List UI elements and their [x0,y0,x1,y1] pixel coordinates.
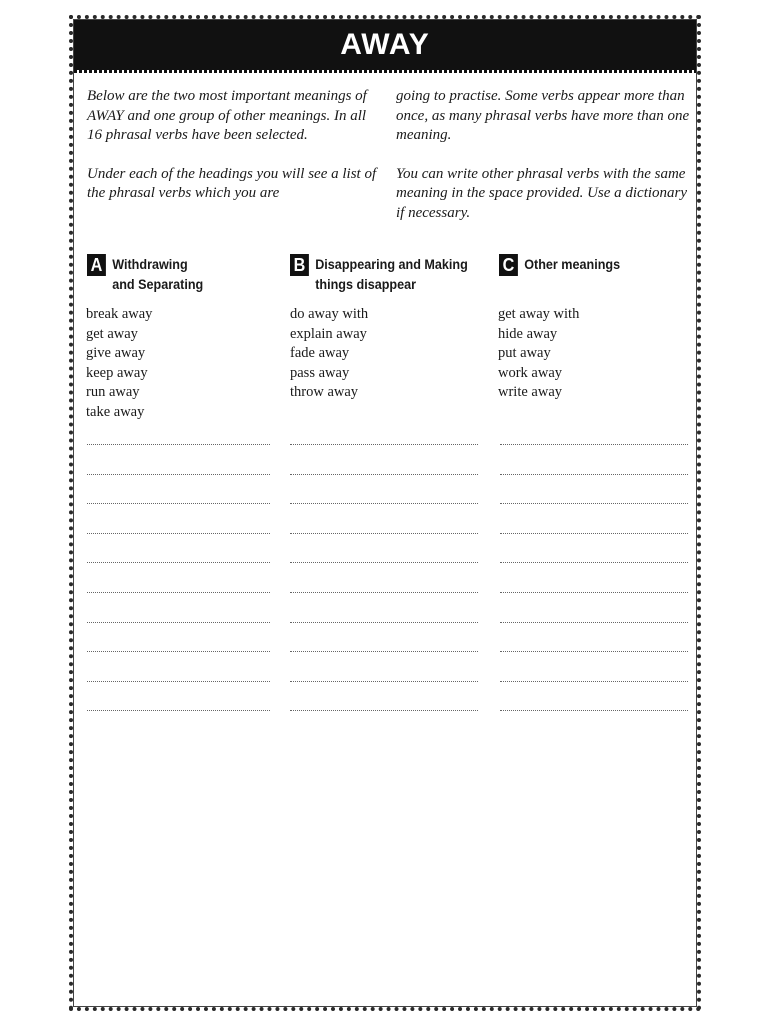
verb-list-c [498,305,579,403]
page-title [74,20,696,70]
intro-paragraph: Below are the two most important meanings of AWAY and one group of other meanings. In all 16 phrasal verbs have been selected. [87,88,367,143]
write-line-c[interactable] [500,710,688,711]
section-letter-b: B [290,254,309,276]
list-item: run away [86,384,140,401]
write-line-b[interactable] [290,474,478,475]
section-heading-a [87,254,258,294]
intro-left-column [87,87,377,223]
list-item: do away with [290,306,369,322]
write-line-c[interactable] [500,622,688,623]
write-line-a[interactable] [87,710,270,711]
write-line-c[interactable] [500,651,688,652]
list-item: throw away [290,384,359,401]
write-line-b[interactable] [290,503,478,504]
list-item: break away [86,306,153,322]
section-letter-c: C [499,254,518,276]
write-line-a[interactable] [87,533,270,534]
list-item: put away [498,345,551,362]
intro-paragraph: Under each of the headings you will see a list of the phrasal verbs which you are [87,165,377,201]
verb-list-b [290,305,368,403]
intro-right-column [396,87,696,242]
page-title-text: AWAY [340,28,430,61]
list-item: fade away [290,345,350,362]
section-letter-a: A [87,254,106,276]
write-line-a[interactable] [87,503,270,504]
section-heading-c [499,254,670,276]
list-item: hide away [498,325,558,342]
list-item: take away [86,403,145,420]
section-heading-b [290,254,479,294]
write-line-a[interactable] [87,681,270,682]
list-item: get away [86,325,138,342]
list-item: keep away [86,364,148,381]
intro-paragraph: You can write other phrasal verbs with the same meaning in the space provided. Use a dictionary if necessary. [396,165,688,221]
write-line-c[interactable] [500,474,688,475]
write-line-a[interactable] [87,592,270,593]
write-line-b[interactable] [290,622,478,623]
write-line-a[interactable] [87,444,270,445]
write-line-b[interactable] [290,592,478,593]
write-line-b[interactable] [290,562,478,563]
section-heading-text: Other meanings [524,256,621,272]
write-line-a[interactable] [87,622,270,623]
section-heading-text: Disappearing and Making things disappear [315,256,468,292]
write-line-b[interactable] [290,710,478,711]
list-item: explain away [290,325,367,342]
write-line-c[interactable] [500,533,688,534]
write-line-a[interactable] [87,562,270,563]
list-item: write away [498,384,563,401]
list-item: pass away [290,364,350,381]
write-line-b[interactable] [290,533,478,534]
section-heading-text: Withdrawing and Separating [112,256,204,292]
write-line-c[interactable] [500,444,688,445]
verb-list-a [86,305,152,423]
list-item: get away with [498,306,580,322]
write-line-b[interactable] [290,444,478,445]
write-line-a[interactable] [87,651,270,652]
list-item: give away [86,345,146,362]
write-line-c[interactable] [500,562,688,563]
write-line-a[interactable] [87,474,270,475]
list-item: work away [498,364,563,381]
write-line-b[interactable] [290,651,478,652]
write-line-c[interactable] [500,681,688,682]
intro-paragraph: going to practise. Some verbs appear more than once, as many phrasal verbs have more than one meaning. [396,88,690,143]
write-line-b[interactable] [290,681,478,682]
write-line-c[interactable] [500,503,688,504]
write-line-c[interactable] [500,592,688,593]
